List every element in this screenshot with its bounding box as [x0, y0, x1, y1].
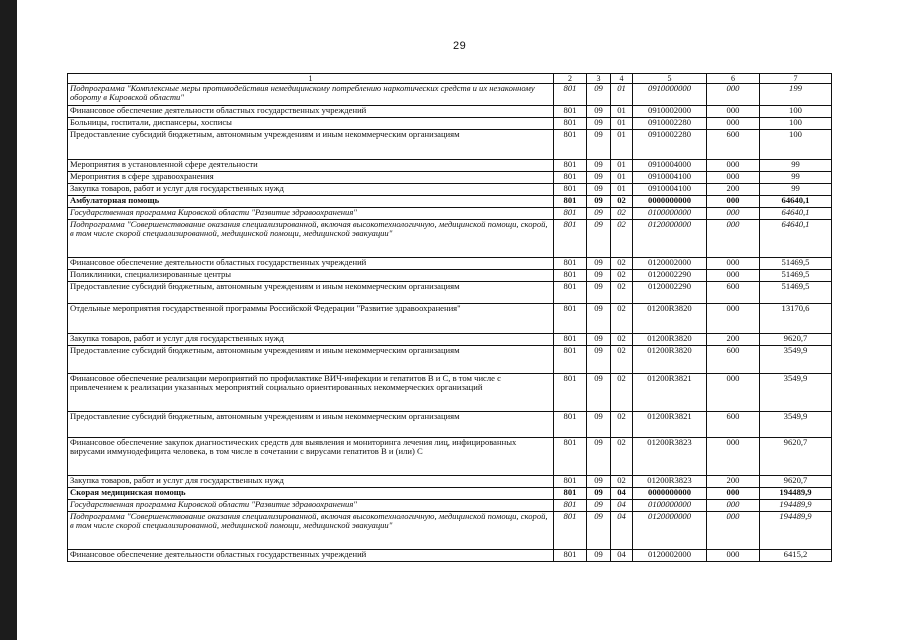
row-expense-type-cell: 000 — [707, 258, 760, 270]
row-expense-type-cell: 000 — [707, 196, 760, 208]
row-target-article-cell: 0100000000 — [633, 208, 707, 220]
header-col-3: 3 — [587, 74, 611, 84]
row-section-cell: 09 — [587, 208, 611, 220]
row-target-article-cell: 0910000000 — [633, 84, 707, 106]
table-row — [68, 512, 832, 550]
page-number: 29 — [453, 40, 467, 52]
header-col-2: 2 — [554, 74, 587, 84]
row-target-article-cell: 0120002000 — [633, 550, 707, 562]
table-row — [68, 84, 832, 106]
row-amount-cell: 100 — [760, 130, 832, 160]
row-expense-type-cell: 000 — [707, 500, 760, 512]
row-section-cell: 09 — [587, 196, 611, 208]
row-expense-type-cell: 000 — [707, 118, 760, 130]
row-code-cell: 801 — [554, 130, 587, 160]
row-name-cell: Мероприятия в сфере здравоохранения — [68, 172, 554, 184]
row-name-cell: Финансовое обеспечение реализации мероприятий по профилактике ВИЧ-инфекции и гепатитов B и C, в том числе с привлечением к реализации указанных мероприятий социально ориентированных некоммерческих организаций — [68, 374, 554, 412]
row-code-cell: 801 — [554, 106, 587, 118]
table-row — [68, 346, 832, 374]
row-expense-type-cell: 600 — [707, 346, 760, 374]
row-subsection-cell: 02 — [611, 438, 633, 476]
row-target-article-cell: 0120002290 — [633, 282, 707, 304]
row-subsection-cell: 02 — [611, 196, 633, 208]
row-name-cell: Подпрограмма "Комплексные меры противодействия немедицинскому потреблению наркотических средств и их незаконному обороту в Кировской области" — [68, 84, 554, 106]
row-name-cell: Предоставление субсидий бюджетным, автономным учреждениям и иным некоммерческим организациям — [68, 130, 554, 160]
row-target-article-cell: 0910002000 — [633, 106, 707, 118]
row-code-cell: 801 — [554, 438, 587, 476]
row-code-cell: 801 — [554, 374, 587, 412]
table-row — [68, 196, 832, 208]
header-col-5: 5 — [633, 74, 707, 84]
row-code-cell: 801 — [554, 184, 587, 196]
table-row — [68, 172, 832, 184]
row-amount-cell: 64640,1 — [760, 208, 832, 220]
row-subsection-cell: 01 — [611, 172, 633, 184]
row-amount-cell: 13170,6 — [760, 304, 832, 334]
row-subsection-cell: 01 — [611, 84, 633, 106]
row-amount-cell: 99 — [760, 160, 832, 172]
row-name-cell: Отдельные мероприятия государственной программы Российской Федерации "Развитие здравоохранения" — [68, 304, 554, 334]
table-row — [68, 118, 832, 130]
row-expense-type-cell: 000 — [707, 374, 760, 412]
row-expense-type-cell: 000 — [707, 220, 760, 258]
header-col-4: 4 — [611, 74, 633, 84]
row-name-cell: Закупка товаров, работ и услуг для государственных нужд — [68, 476, 554, 488]
row-target-article-cell: 0000000000 — [633, 196, 707, 208]
row-section-cell: 09 — [587, 160, 611, 172]
row-amount-cell: 9620,7 — [760, 334, 832, 346]
row-code-cell: 801 — [554, 160, 587, 172]
row-name-cell: Государственная программа Кировской области "Развитие здравоохранения" — [68, 500, 554, 512]
row-subsection-cell: 02 — [611, 412, 633, 438]
row-expense-type-cell: 600 — [707, 282, 760, 304]
row-subsection-cell: 01 — [611, 118, 633, 130]
row-expense-type-cell: 000 — [707, 550, 760, 562]
row-expense-type-cell: 000 — [707, 106, 760, 118]
table-row — [68, 106, 832, 118]
row-name-cell: Больницы, госпитали, диспансеры, хосписы — [68, 118, 554, 130]
table-row — [68, 476, 832, 488]
row-expense-type-cell: 200 — [707, 476, 760, 488]
row-section-cell: 09 — [587, 412, 611, 438]
row-name-cell: Финансовое обеспечение деятельности областных государственных учреждений — [68, 258, 554, 270]
row-code-cell: 801 — [554, 196, 587, 208]
row-code-cell: 801 — [554, 500, 587, 512]
row-amount-cell: 51469,5 — [760, 270, 832, 282]
budget-table-body — [68, 74, 832, 562]
row-section-cell: 09 — [587, 488, 611, 500]
header-col-1: 1 — [68, 74, 554, 84]
row-amount-cell: 64640,1 — [760, 220, 832, 258]
row-code-cell: 801 — [554, 172, 587, 184]
table-row — [68, 438, 832, 476]
row-expense-type-cell: 600 — [707, 130, 760, 160]
row-code-cell: 801 — [554, 346, 587, 374]
row-amount-cell: 9620,7 — [760, 476, 832, 488]
row-section-cell: 09 — [587, 130, 611, 160]
row-expense-type-cell: 000 — [707, 488, 760, 500]
table-row — [68, 304, 832, 334]
row-section-cell: 09 — [587, 550, 611, 562]
row-subsection-cell: 01 — [611, 130, 633, 160]
table-row — [68, 374, 832, 412]
row-subsection-cell: 02 — [611, 374, 633, 412]
row-code-cell: 801 — [554, 270, 587, 282]
row-code-cell: 801 — [554, 220, 587, 258]
row-expense-type-cell: 000 — [707, 438, 760, 476]
row-name-cell: Скорая медицинская помощь — [68, 488, 554, 500]
row-subsection-cell: 02 — [611, 258, 633, 270]
row-section-cell: 09 — [587, 220, 611, 258]
row-amount-cell: 100 — [760, 106, 832, 118]
table-row — [68, 208, 832, 220]
table-row — [68, 258, 832, 270]
row-target-article-cell: 01200R3823 — [633, 476, 707, 488]
row-subsection-cell: 02 — [611, 346, 633, 374]
table-row — [68, 500, 832, 512]
row-target-article-cell: 0100000000 — [633, 500, 707, 512]
row-section-cell: 09 — [587, 106, 611, 118]
row-name-cell: Финансовое обеспечение деятельности областных государственных учреждений — [68, 106, 554, 118]
row-target-article-cell: 0000000000 — [633, 488, 707, 500]
row-name-cell: Предоставление субсидий бюджетным, автономным учреждениям и иным некоммерческим организациям — [68, 412, 554, 438]
table-row — [68, 550, 832, 562]
row-code-cell: 801 — [554, 208, 587, 220]
row-name-cell: Закупка товаров, работ и услуг для государственных нужд — [68, 334, 554, 346]
row-target-article-cell: 01200R3823 — [633, 438, 707, 476]
row-amount-cell: 3549,9 — [760, 374, 832, 412]
row-section-cell: 09 — [587, 304, 611, 334]
row-target-article-cell: 0120002290 — [633, 270, 707, 282]
row-subsection-cell: 04 — [611, 500, 633, 512]
row-amount-cell: 100 — [760, 118, 832, 130]
row-subsection-cell: 04 — [611, 512, 633, 550]
row-section-cell: 09 — [587, 118, 611, 130]
row-expense-type-cell: 000 — [707, 208, 760, 220]
row-subsection-cell: 04 — [611, 488, 633, 500]
row-subsection-cell: 02 — [611, 282, 633, 304]
row-amount-cell: 64640,1 — [760, 196, 832, 208]
row-target-article-cell: 0120000000 — [633, 220, 707, 258]
row-amount-cell: 6415,2 — [760, 550, 832, 562]
row-target-article-cell: 0910002280 — [633, 118, 707, 130]
row-section-cell: 09 — [587, 438, 611, 476]
table-row — [68, 184, 832, 196]
row-amount-cell: 194489,9 — [760, 512, 832, 550]
row-section-cell: 09 — [587, 512, 611, 550]
table-row — [68, 282, 832, 304]
table-row — [68, 220, 832, 258]
row-target-article-cell: 0910004000 — [633, 160, 707, 172]
row-section-cell: 09 — [587, 334, 611, 346]
row-section-cell: 09 — [587, 270, 611, 282]
row-name-cell: Закупка товаров, работ и услуг для государственных нужд — [68, 184, 554, 196]
row-target-article-cell: 0910002280 — [633, 130, 707, 160]
row-code-cell: 801 — [554, 512, 587, 550]
row-name-cell: Амбулаторная помощь — [68, 196, 554, 208]
table-row — [68, 130, 832, 160]
row-expense-type-cell: 000 — [707, 270, 760, 282]
row-code-cell: 801 — [554, 476, 587, 488]
row-target-article-cell: 01200R3821 — [633, 412, 707, 438]
row-expense-type-cell: 000 — [707, 172, 760, 184]
table-row — [68, 334, 832, 346]
table-row — [68, 488, 832, 500]
row-code-cell: 801 — [554, 84, 587, 106]
header-col-7: 7 — [760, 74, 832, 84]
row-section-cell: 09 — [587, 374, 611, 412]
row-amount-cell: 194489,9 — [760, 500, 832, 512]
row-code-cell: 801 — [554, 412, 587, 438]
row-code-cell: 801 — [554, 118, 587, 130]
row-target-article-cell: 01200R3820 — [633, 304, 707, 334]
row-amount-cell: 99 — [760, 172, 832, 184]
budget-table — [67, 73, 832, 562]
row-target-article-cell: 01200R3820 — [633, 334, 707, 346]
row-section-cell: 09 — [587, 500, 611, 512]
row-code-cell: 801 — [554, 282, 587, 304]
row-target-article-cell: 01200R3820 — [633, 346, 707, 374]
row-expense-type-cell: 200 — [707, 184, 760, 196]
table-row — [68, 160, 832, 172]
row-expense-type-cell: 000 — [707, 160, 760, 172]
row-target-article-cell: 0120000000 — [633, 512, 707, 550]
table-row — [68, 270, 832, 282]
row-expense-type-cell: 000 — [707, 84, 760, 106]
row-amount-cell: 3549,9 — [760, 346, 832, 374]
scan-edge — [0, 0, 17, 640]
row-expense-type-cell: 000 — [707, 512, 760, 550]
row-target-article-cell: 01200R3821 — [633, 374, 707, 412]
row-name-cell: Финансовое обеспечение закупок диагностических средств для выявления и мониторинга лечения лиц, инфицированных вирусами иммунодефицита человека, в том числе в сочетании с вирусами гепатитов B и (или) C — [68, 438, 554, 476]
row-section-cell: 09 — [587, 258, 611, 270]
row-code-cell: 801 — [554, 258, 587, 270]
row-section-cell: 09 — [587, 476, 611, 488]
row-target-article-cell: 0910004100 — [633, 172, 707, 184]
row-subsection-cell: 01 — [611, 106, 633, 118]
row-amount-cell: 3549,9 — [760, 412, 832, 438]
row-expense-type-cell: 000 — [707, 304, 760, 334]
row-section-cell: 09 — [587, 282, 611, 304]
row-amount-cell: 194489,9 — [760, 488, 832, 500]
row-section-cell: 09 — [587, 346, 611, 374]
row-name-cell: Мероприятия в установленной сфере деятельности — [68, 160, 554, 172]
row-name-cell: Предоставление субсидий бюджетным, автономным учреждениям и иным некоммерческим организациям — [68, 282, 554, 304]
header-col-6: 6 — [707, 74, 760, 84]
row-subsection-cell: 02 — [611, 208, 633, 220]
row-subsection-cell: 02 — [611, 476, 633, 488]
row-subsection-cell: 02 — [611, 304, 633, 334]
row-amount-cell: 9620,7 — [760, 438, 832, 476]
row-amount-cell: 199 — [760, 84, 832, 106]
row-name-cell: Подпрограмма "Совершенствование оказания специализированной, включая высокотехнологичную, медицинской помощи, скорой, в том числе скорой специализированной, медицинской помощи, медицинской эвакуации" — [68, 220, 554, 258]
row-name-cell: Государственная программа Кировской области "Развитие здравоохранения" — [68, 208, 554, 220]
row-subsection-cell: 01 — [611, 184, 633, 196]
row-name-cell: Финансовое обеспечение деятельности областных государственных учреждений — [68, 550, 554, 562]
row-section-cell: 09 — [587, 172, 611, 184]
row-name-cell: Поликлиники, специализированные центры — [68, 270, 554, 282]
row-expense-type-cell: 200 — [707, 334, 760, 346]
row-target-article-cell: 0120002000 — [633, 258, 707, 270]
row-subsection-cell: 04 — [611, 550, 633, 562]
row-code-cell: 801 — [554, 334, 587, 346]
budget-table-container — [67, 73, 831, 562]
row-name-cell: Предоставление субсидий бюджетным, автономным учреждениям и иным некоммерческим организациям — [68, 346, 554, 374]
row-amount-cell: 51469,5 — [760, 258, 832, 270]
row-section-cell: 09 — [587, 84, 611, 106]
row-subsection-cell: 02 — [611, 220, 633, 258]
row-code-cell: 801 — [554, 304, 587, 334]
row-code-cell: 801 — [554, 550, 587, 562]
row-subsection-cell: 02 — [611, 270, 633, 282]
row-name-cell: Подпрограмма "Совершенствование оказания специализированной, включая высокотехнологичную, медицинской помощи, скорой, в том числе скорой специализированной, медицинской помощи, медицинской эвакуации" — [68, 512, 554, 550]
table-row — [68, 412, 832, 438]
row-section-cell: 09 — [587, 184, 611, 196]
row-amount-cell: 99 — [760, 184, 832, 196]
row-subsection-cell: 01 — [611, 160, 633, 172]
table-header-row — [68, 74, 832, 84]
row-code-cell: 801 — [554, 488, 587, 500]
row-subsection-cell: 02 — [611, 334, 633, 346]
row-target-article-cell: 0910004100 — [633, 184, 707, 196]
row-expense-type-cell: 600 — [707, 412, 760, 438]
row-amount-cell: 51469,5 — [760, 282, 832, 304]
